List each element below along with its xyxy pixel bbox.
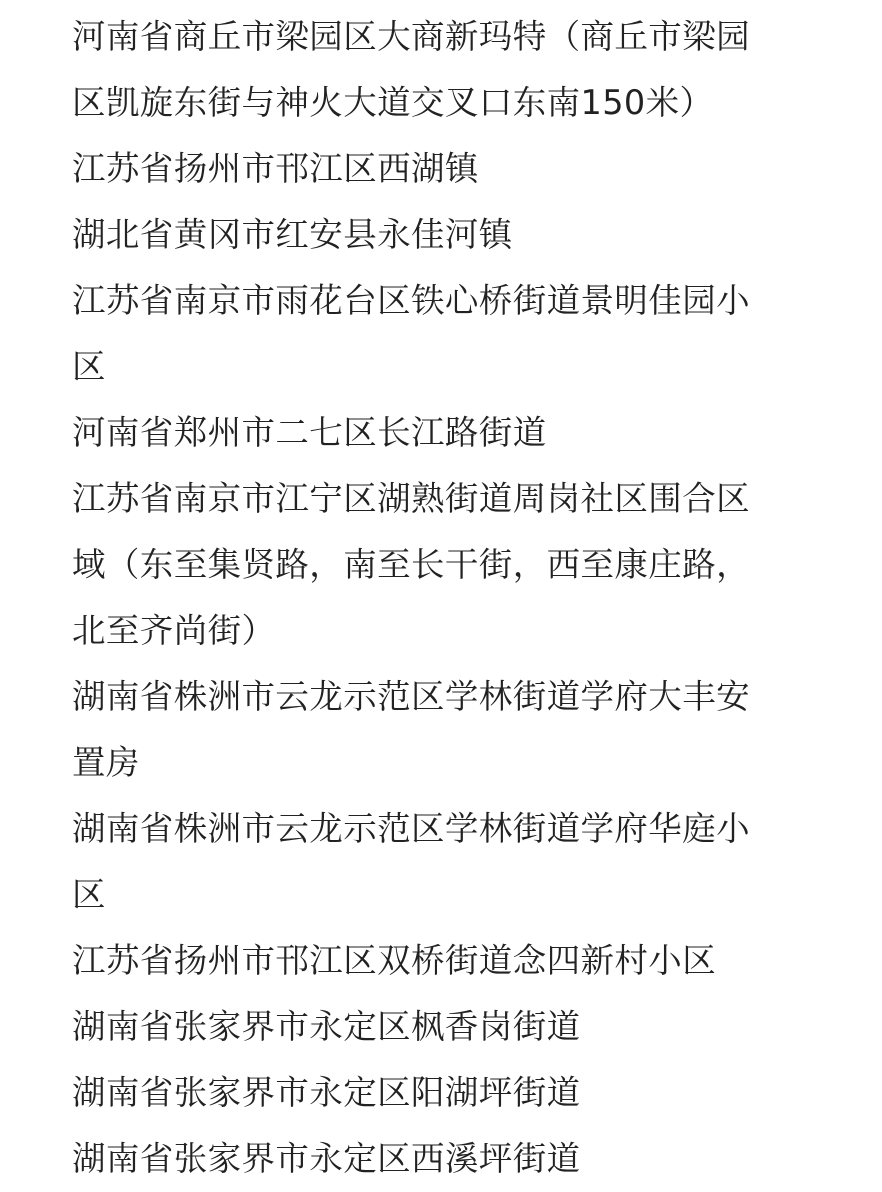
address-line: 北至齐尚街） [72, 611, 276, 650]
address-line: 湖南省张家界市永定区西溪坪街道 [72, 1139, 581, 1178]
address-line: 河南省郑州市二七区长江路街道 [72, 413, 547, 452]
address-line: 湖南省张家界市永定区枫香岗街道 [72, 1007, 581, 1046]
address-line: 区 [72, 347, 106, 386]
address-line: 河南省商丘市梁园区大商新玛特（商丘市梁园 [72, 17, 750, 56]
address-line: 江苏省南京市雨花台区铁心桥街道景明佳园小 [72, 281, 750, 320]
address-line: 江苏省扬州市邗江区双桥街道念四新村小区 [72, 941, 717, 980]
address-line: 江苏省南京市江宁区湖熟街道周岗社区围合区 [72, 479, 750, 518]
address-line: 区 [72, 875, 106, 914]
address-line: 江苏省扬州市邗江区西湖镇 [72, 149, 479, 188]
address-line: 域（东至集贤路，南至长干街，西至康庄路， [72, 545, 750, 584]
address-line: 湖北省黄冈市红安县永佳河镇 [72, 215, 513, 254]
address-line: 湖南省株洲市云龙示范区学林街道学府大丰安 [72, 677, 750, 716]
address-line: 区凯旋东街与神火大道交叉口东南150米） [72, 83, 714, 122]
address-list [72, 0, 802, 1192]
address-line: 置房 [72, 743, 140, 782]
address-line: 湖南省株洲市云龙示范区学林街道学府华庭小 [72, 809, 750, 848]
address-line: 湖南省张家界市永定区阳湖坪街道 [72, 1073, 581, 1112]
